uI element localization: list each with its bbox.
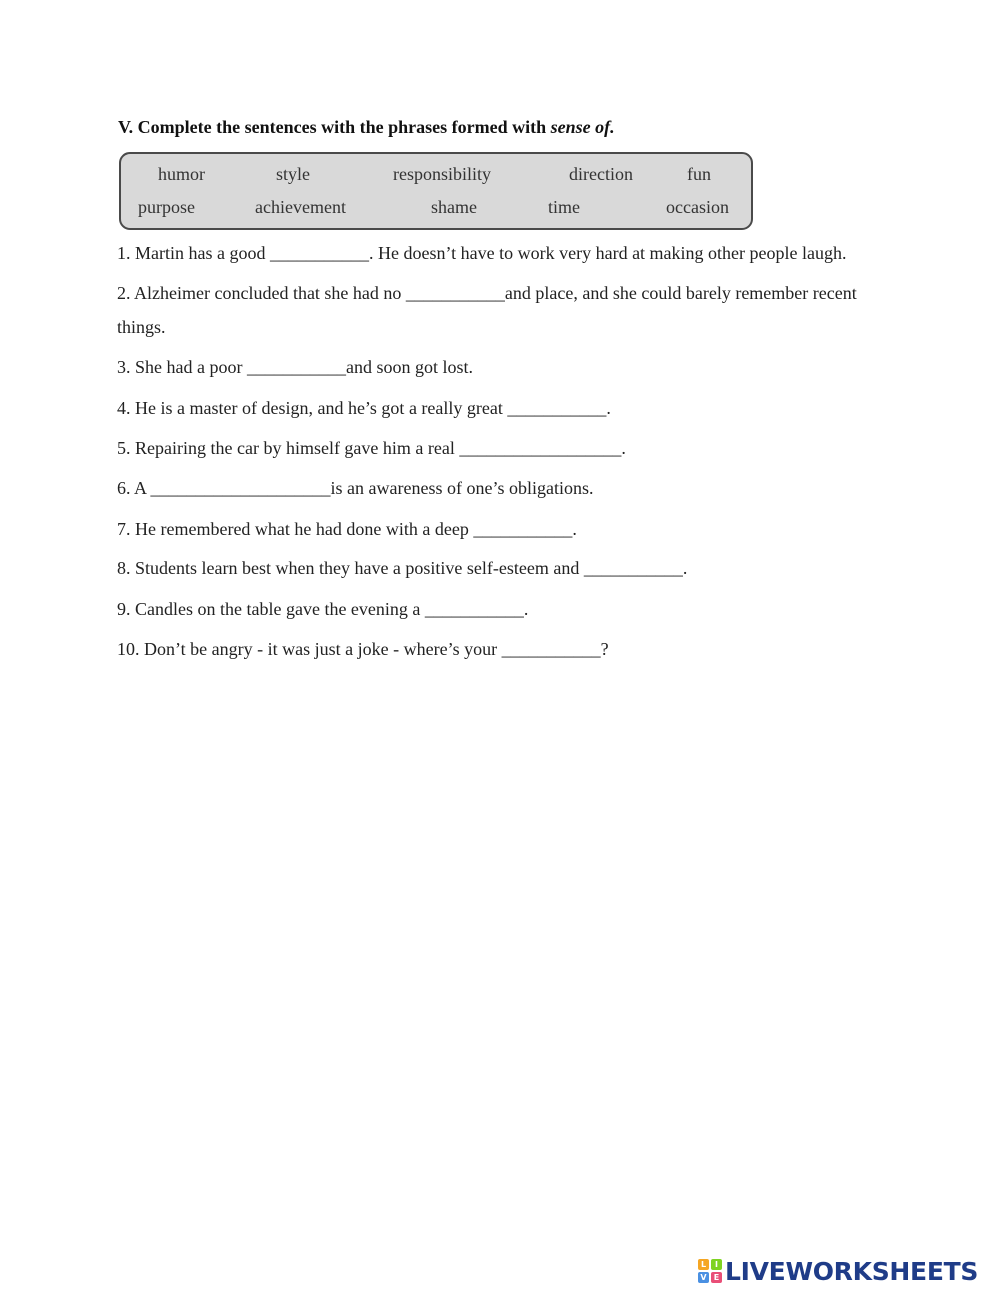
question-1: 1. Martin has a good ___________. He doesn’t have to work very hard at making other people laugh. <box>117 243 847 263</box>
word-bank-item: style <box>276 164 310 184</box>
exercise-heading <box>118 117 615 138</box>
word-bank-item: purpose <box>138 197 195 217</box>
question-5: 5. Repairing the car by himself gave him a real __________________. <box>117 438 626 458</box>
heading-italic: sense of. <box>550 117 615 137</box>
heading-prefix: V. Complete the sentences with the phrases formed with <box>118 117 551 137</box>
word-bank-item: humor <box>158 164 205 184</box>
word-bank-item: occasion <box>666 197 729 217</box>
logo-block: E <box>711 1272 722 1283</box>
question-8: 8. Students learn best when they have a positive self-esteem and ___________. <box>117 558 688 578</box>
logo-block: V <box>698 1272 709 1283</box>
logo-text: LIVEWORKSHEETS <box>725 1256 979 1286</box>
question-7: 7. He remembered what he had done with a deep ___________. <box>117 519 577 539</box>
word-bank-box <box>119 152 753 230</box>
question-2: 2. Alzheimer concluded that she had no ___________and place, and she could barely remember recent <box>117 283 857 303</box>
word-bank-item: time <box>548 197 580 217</box>
logo-block: I <box>711 1259 722 1270</box>
word-bank-item: responsibility <box>393 164 491 184</box>
logo-block: L <box>698 1259 709 1270</box>
question-6: 6. A ____________________is an awareness of one’s obligations. <box>117 478 594 498</box>
question-3: 3. She had a poor ___________and soon got lost. <box>117 357 473 377</box>
question-10: 10. Don’t be angry - it was just a joke - where’s your ___________? <box>117 639 609 659</box>
liveworksheets-logo[interactable] <box>698 1257 978 1285</box>
question-2-continuation: things. <box>117 317 166 337</box>
word-bank-item: direction <box>569 164 633 184</box>
word-bank-item: fun <box>687 164 711 184</box>
question-4: 4. He is a master of design, and he’s got a really great ___________. <box>117 398 611 418</box>
question-9: 9. Candles on the table gave the evening a ___________. <box>117 599 529 619</box>
word-bank-item: achievement <box>255 197 346 217</box>
word-bank-item: shame <box>431 197 477 217</box>
logo-blocks-icon <box>698 1259 722 1283</box>
